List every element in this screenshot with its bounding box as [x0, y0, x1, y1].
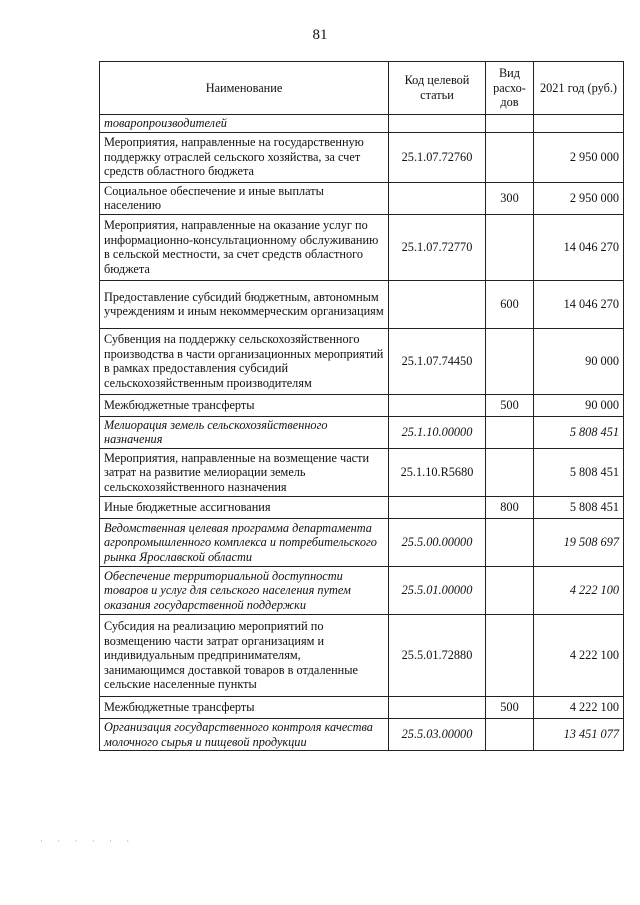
- row-vid: 500: [486, 394, 534, 416]
- table-row: [100, 718, 624, 750]
- table-header-row: [100, 62, 624, 115]
- row-name: Иные бюджетные ассигнования: [100, 496, 389, 518]
- row-code: 25.1.07.72770: [389, 214, 486, 280]
- table-row: [100, 280, 624, 328]
- row-vid: [486, 448, 534, 496]
- row-vid: 800: [486, 496, 534, 518]
- row-amount: 19 508 697: [534, 518, 624, 566]
- row-vid: [486, 566, 534, 614]
- row-code: 25.1.10.R5680: [389, 448, 486, 496]
- row-amount: 2 950 000: [534, 182, 624, 214]
- table-row: [100, 614, 624, 696]
- row-code: 25.1.07.74450: [389, 328, 486, 394]
- row-amount: 90 000: [534, 394, 624, 416]
- row-amount: 4 222 100: [534, 566, 624, 614]
- row-vid: [486, 614, 534, 696]
- row-name: Ведомственная целевая программа департамента агропромышленного комплекса и потребительского рынка Ярославской области: [100, 518, 389, 566]
- row-vid: [486, 214, 534, 280]
- row-name: Предоставление субсидий бюджетным, автономным учреждениям и иным некоммерческим организациям: [100, 280, 389, 328]
- table-row: [100, 132, 624, 182]
- budget-table: [99, 61, 624, 751]
- row-code: [389, 696, 486, 718]
- row-amount: 4 222 100: [534, 614, 624, 696]
- row-name: Обеспечение территориальной доступности товаров и услуг для сельского населения путем оказания государственной поддержки: [100, 566, 389, 614]
- table-row: [100, 696, 624, 718]
- row-vid: [486, 328, 534, 394]
- row-vid: [486, 416, 534, 448]
- row-amount: 5 808 451: [534, 416, 624, 448]
- row-code: [389, 394, 486, 416]
- row-amount: 2 950 000: [534, 132, 624, 182]
- row-amount: [534, 115, 624, 133]
- row-name: Организация государственного контроля качества молочного сырья и пищевой продукции: [100, 718, 389, 750]
- row-vid: 500: [486, 696, 534, 718]
- row-code: 25.5.01.72880: [389, 614, 486, 696]
- row-code: 25.5.03.00000: [389, 718, 486, 750]
- table-row: [100, 182, 624, 214]
- row-name: Субсидия на реализацию мероприятий по возмещению части затрат организациям и индивидуальным предпринимателям, занимающимся доставкой товаров в отдаленные сельские населенные пункты: [100, 614, 389, 696]
- table-row: [100, 416, 624, 448]
- row-name: Социальное обеспечение и иные выплаты населению: [100, 182, 389, 214]
- row-name: товаропроизводителей: [100, 115, 389, 133]
- row-vid: [486, 718, 534, 750]
- row-name: Мероприятия, направленные на государственную поддержку отраслей сельского хозяйства, за счет средств областного бюджета: [100, 132, 389, 182]
- row-code: 25.5.00.00000: [389, 518, 486, 566]
- row-vid: 300: [486, 182, 534, 214]
- row-name: Мероприятия, направленные на оказание услуг по информационно-консультационному обслуживанию в сельской местности, за счет средств областного бюджета: [100, 214, 389, 280]
- table-row: [100, 448, 624, 496]
- row-vid: [486, 132, 534, 182]
- table-row: [100, 214, 624, 280]
- row-name: Мероприятия, направленные на возмещение части затрат на развитие мелиорации земель сельскохозяйственного назначения: [100, 448, 389, 496]
- table-body: [100, 115, 624, 751]
- row-code: 25.1.07.72760: [389, 132, 486, 182]
- table-row: [100, 496, 624, 518]
- scan-artifact: · · · · · ·: [40, 836, 136, 846]
- table-row: [100, 518, 624, 566]
- row-code: [389, 182, 486, 214]
- row-name: Межбюджетные трансферты: [100, 696, 389, 718]
- page-number: 81: [312, 27, 328, 43]
- row-code: [389, 496, 486, 518]
- row-name: Субвенция на поддержку сельскохозяйственного производства в части организационных мероприятий в рамках предоставления субсидий сельскохозяйственным производителям: [100, 328, 389, 394]
- row-vid: [486, 518, 534, 566]
- row-amount: 5 808 451: [534, 496, 624, 518]
- row-amount: 13 451 077: [534, 718, 624, 750]
- header-code: Код целевой статьи: [389, 62, 486, 115]
- header-name: Наименование: [100, 62, 389, 115]
- header-amount: 2021 год (руб.): [534, 62, 624, 115]
- row-name: Межбюджетные трансферты: [100, 394, 389, 416]
- row-amount: 90 000: [534, 328, 624, 394]
- row-vid: 600: [486, 280, 534, 328]
- table-row: [100, 115, 624, 133]
- table-row: [100, 566, 624, 614]
- row-vid: [486, 115, 534, 133]
- row-amount: 4 222 100: [534, 696, 624, 718]
- row-name: Мелиорация земель сельскохозяйственного назначения: [100, 416, 389, 448]
- row-code: [389, 280, 486, 328]
- row-code: 25.1.10.00000: [389, 416, 486, 448]
- row-code: 25.5.01.00000: [389, 566, 486, 614]
- row-amount: 5 808 451: [534, 448, 624, 496]
- table-row: [100, 394, 624, 416]
- header-vid: Вид расхо-дов: [486, 62, 534, 115]
- row-code: [389, 115, 486, 133]
- row-amount: 14 046 270: [534, 214, 624, 280]
- row-amount: 14 046 270: [534, 280, 624, 328]
- table-row: [100, 328, 624, 394]
